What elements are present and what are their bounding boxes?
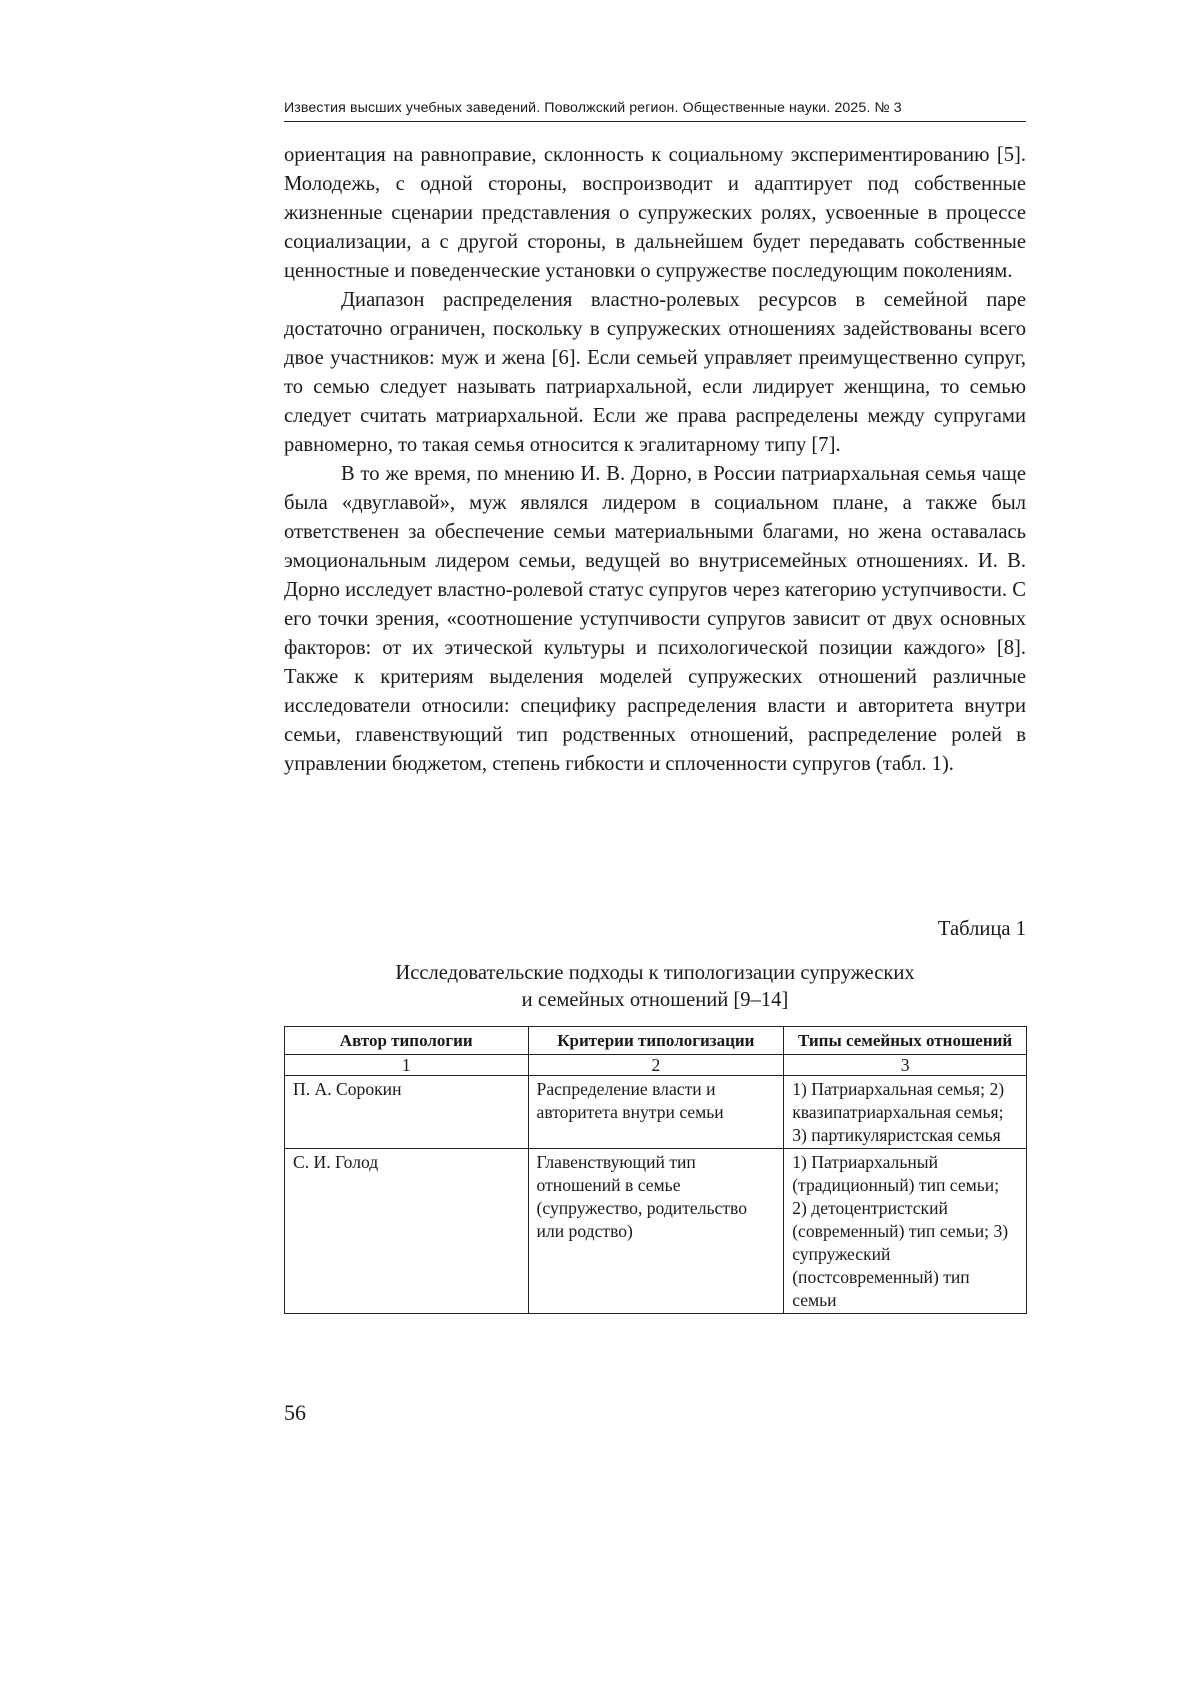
table-title-line-1: Исследовательские подходы к типологизации супружеских xyxy=(395,962,915,984)
header-author: Автор типологии xyxy=(285,1027,529,1055)
table-header-row xyxy=(285,1027,1027,1055)
paragraph-1: ориентация на равноправие, склонность к социальному экспериментированию [5]. Молодежь, с одной стороны, воспроизводит и адаптирует под собственные жизненные сценарии представления о супружеских ролях, усвоенные в процессе социализации, а с другой стороны, в дальнейшем будет передавать собственные ценностные и поведенческие установки о супружестве последующим поколениям. xyxy=(284,144,1026,282)
column-number: 2 xyxy=(528,1055,784,1076)
cell-author: П. А. Сорокин xyxy=(285,1076,529,1149)
table-row xyxy=(285,1076,1027,1149)
table-title xyxy=(284,960,1026,1014)
running-header: Известия высших учебных заведений. Поволжский регион. Общественные науки. 2025. № 3 xyxy=(284,100,1026,122)
page-number: 56 xyxy=(284,1400,306,1425)
cell-types: 1) Патриархальный (традиционный) тип семьи; 2) детоцентристский (современный) тип семьи; 3) супружеский (постсовременный) тип семьи xyxy=(784,1149,1027,1314)
cell-author: С. И. Голод xyxy=(285,1149,529,1314)
table-number-row xyxy=(285,1055,1027,1076)
paragraph-2: Диапазон распределения властно-ролевых ресурсов в семейной паре достаточно ограничен, поскольку в супружеских отношениях задействованы всего двое участников: муж и жена [6]. Если семьей управляет преимущественно супруг, то семью следует называть патриархальной, если лидирует женщина, то семью следует считать матриархальной. Если же права распределены между супругами равномерно, то такая семья относится к эгалитарному типу [7]. xyxy=(284,289,1026,456)
cell-criteria: Главенствующий тип отношений в семье (супружество, родительство или родство) xyxy=(528,1149,784,1314)
column-number: 3 xyxy=(784,1055,1027,1076)
header-types: Типы семейных отношений xyxy=(784,1027,1027,1055)
typology-table xyxy=(284,1026,1027,1314)
article-body xyxy=(284,141,1026,779)
column-number: 1 xyxy=(285,1055,529,1076)
cell-criteria: Распределение власти и авторитета внутри семьи xyxy=(528,1076,784,1149)
table-row xyxy=(285,1149,1027,1314)
table-label: Таблица 1 xyxy=(937,918,1026,940)
paragraph-3: В то же время, по мнению И. В. Дорно, в России патриархальная семья чаще была «двуглавой», муж являлся лидером в социальном плане, а также был ответственен за обеспечение семьи материальными благами, но жена оставалась эмоциональным лидером семьи, ведущей во внутрисемейных отношениях. И. В. Дорно исследует властно-ролевой статус супругов через категорию уступчивости. С его точки зрения, «соотношение уступчивости супругов зависит от двух основных факторов: от их этической культуры и психологической позиции каждого» [8]. Также к критериям выделения моделей супружеских отношений различные исследователи относили: специфику распределения власти и авторитета внутри семьи, главенствующий тип родственных отношений, распределение ролей в управлении бюджетом, степень гибкости и сплоченности супругов (табл. 1). xyxy=(284,463,1026,775)
header-criteria: Критерии типологизации xyxy=(528,1027,784,1055)
table-title-line-2: и семейных отношений [9–14] xyxy=(521,989,789,1011)
cell-types: 1) Патриархальная семья; 2) квазипатриархальная семья; 3) партикуляристская семья xyxy=(784,1076,1027,1149)
